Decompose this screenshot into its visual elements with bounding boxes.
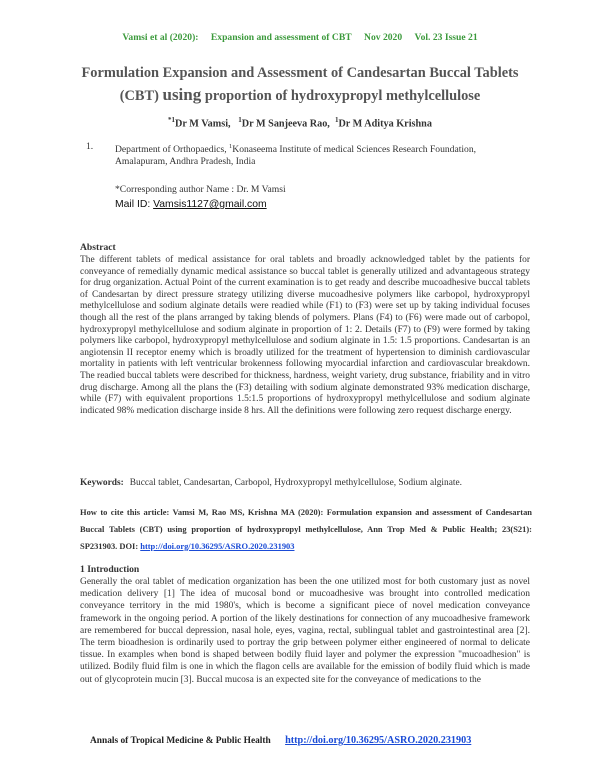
mail-label: Mail ID: xyxy=(115,199,151,210)
footer-doi-link[interactable]: http://doi.org/10.36295/ASRO.2020.231903 xyxy=(285,735,472,746)
affiliation-institute: Konaseema Institute of medical Sciences Research Foundation, Amalapuram, Andhra Pradesh, India xyxy=(115,144,477,168)
footer-journal: Annals of Tropical Medicine & Public Health xyxy=(90,736,271,746)
keywords xyxy=(80,478,530,488)
email-link[interactable]: Vamsis1127@gmail.com xyxy=(153,199,267,210)
abstract-text: The different tablets of medical assistance for oral tablets and broadly acknowledged tablet by the patients for conveyance of remedially dynamic medical assistance so buccal tablet is generally utilized and advantageous strategy for drug organization. Actual Point of the current examination is to get ready and describe mucoadhesive buccal tablets of Candesartan by direct pressure strategy utilizing diverse mucoadhesive polymers like carbopol, hydroxypropyl methylcellulose and sodium alginate details were readied while (F1) to (F3) were set up by taking individual focuses though all the rest of the plans arranged by taking blends of polymers. Plans (F4) to (F6) were made out of carbopol, hydroxypropyl methylcellulose and sodium alginate in proportion of 1: 2. Details (F7) to (F9) were formed by taking polymers like carbopol, hydroxypropyl methylcellulose and sodium alginate in 1.5: 1.5 proportions. Candesartan is an angiotensin II receptor enemy which is broadly utilized for the treatment of hypertension to diminish cardiovascular mortality in patients with left ventricular brokenness following myocardial infarction and cardiovascular breakdown. The readied buccal tablets were described for thickness, hardness, weight variety, drug substance, friability and in vitro drug discharge. Among all the plans the (F3) detailing with sodium alginate demonstrated 93% medication discharge, while (F7) with equivalent proportions 1.5:1.5 proportions of hydroxypropyl methylcellulose and sodium alginate indicated 98% medication discharge inside 8 hrs. All the definitions were following zero request discharge energy. xyxy=(80,255,530,416)
running-header xyxy=(0,32,600,43)
running-head-authors: Vamsi et al (2020): xyxy=(122,32,199,43)
affiliation-marker: 1 xyxy=(229,143,233,150)
running-head-volume: Vol. 23 Issue 21 xyxy=(414,32,478,43)
affiliation-text xyxy=(115,141,526,168)
introduction-heading: 1 Introduction xyxy=(80,564,140,575)
abstract-heading: Abstract xyxy=(80,242,116,253)
citation xyxy=(80,504,532,554)
affiliation xyxy=(86,141,526,168)
running-head-title: Expansion and assessment of CBT xyxy=(210,32,352,43)
title-part-a: (CBT) xyxy=(119,88,159,104)
introduction-text: Generally the oral tablet of medication organization has been the one utilized most for both customary just as novel medication delivery [1] The idea of mucosal bond or mucoadhesive was brought into controlled medication conveyance territory in the mid 1980's, which is become a significant piece of novel medication conveyance framework in the ongoing period. A portion of the likely destinations for connection of any mucoadhesive framework are remembered for buccal depression, nasal hole, eyes, vagina, rectal, sublingual tablet and gastrointestinal area [2]. The term bioadhesion is ordinarily used to portray the grip between polymer either engineered of normal to delicate tissue. In examples when bond is shaped between bodily fluid layer and polymer the expression "mucoadhesion" is utilized. Bodily fluid film is one in which the flagon cells are available for the emission of bodily fluid which is made out of glycoprotein mucin [3]. Buccal mucosa is an expected site for the conveyance of medications to the xyxy=(80,577,530,685)
author-1: Dr M Vamsi, xyxy=(175,118,231,130)
paper-title xyxy=(60,62,540,107)
author-2-marker: 1 xyxy=(238,116,242,124)
author-2: Dr M Sanjeeva Rao, xyxy=(241,118,330,130)
author-1-marker: *1 xyxy=(168,116,176,124)
title-part-b: using xyxy=(162,85,202,104)
mail-id xyxy=(115,199,267,210)
author-3: Dr M Aditya Krishna xyxy=(338,118,432,130)
page-footer xyxy=(90,735,471,746)
citation-text: How to cite this article: Vamsi M, Rao MS, Krishna MA (2020): Formulation expansion and assessment of Candesartan Buccal Tablets (CBT) using proportion of hydroxypropyl methylcellulose, Ann Trop Med & Public Health; 23(S21): SP231903. DOI: xyxy=(80,507,532,551)
affiliation-number: 1. xyxy=(86,141,94,152)
title-line-2 xyxy=(60,84,540,107)
author-3-marker: 1 xyxy=(334,116,339,124)
author-list xyxy=(0,116,600,129)
citation-doi-link[interactable]: http://doi.org/10.36295/ASRO.2020.231903 xyxy=(140,540,295,551)
title-line-1: Formulation Expansion and Assessment of Candesartan Buccal Tablets xyxy=(81,65,519,81)
keywords-label: Keywords: xyxy=(80,478,124,488)
corresponding-author: *Corresponding author Name : Dr. M Vamsi xyxy=(115,184,286,195)
running-head-date: Nov 2020 xyxy=(364,32,403,43)
keywords-text: Buccal tablet, Candesartan, Carbopol, Hydroxypropyl methylcellulose, Sodium alginate. xyxy=(129,478,462,488)
affiliation-department: Department of Orthopaedics, xyxy=(115,144,227,156)
title-part-c: proportion of hydroxypropyl methylcellulose xyxy=(204,88,481,104)
